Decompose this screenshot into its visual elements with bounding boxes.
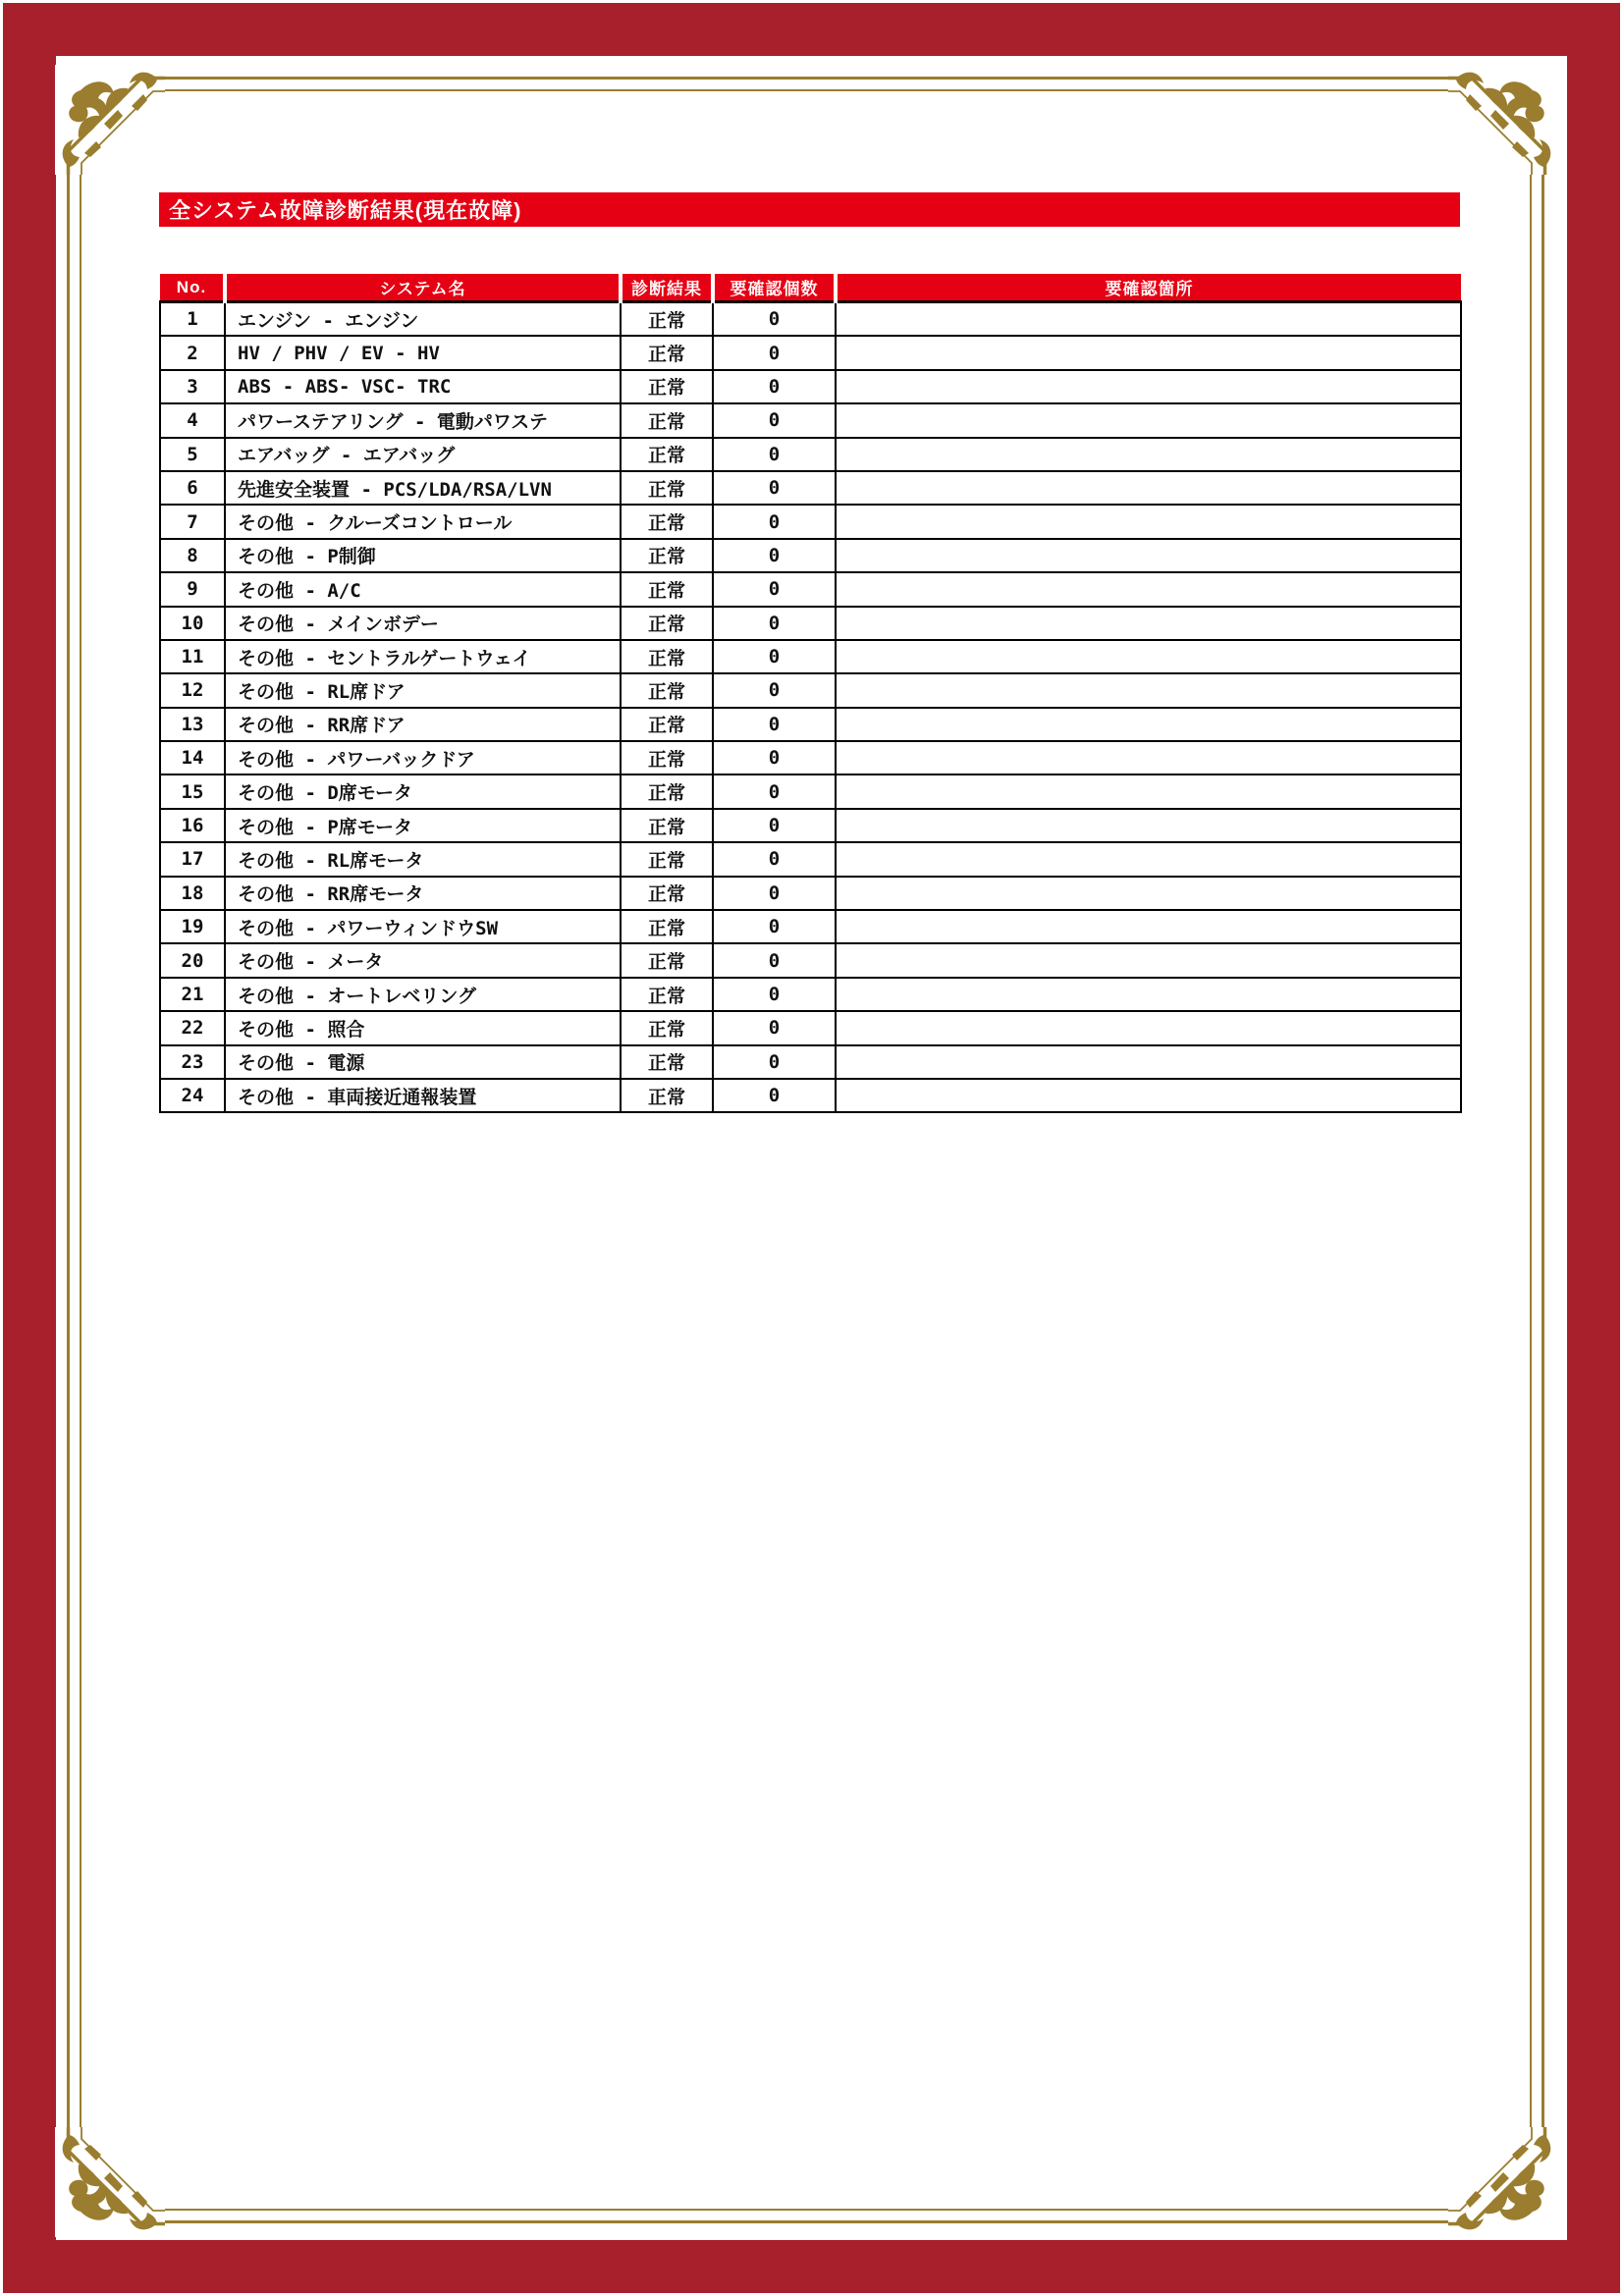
- table-row: [160, 877, 1461, 910]
- cell-row-number: 23: [160, 1045, 225, 1079]
- cell-check-location: [836, 438, 1461, 471]
- cell-check-location: [836, 978, 1461, 1011]
- cell-check-count: 0: [713, 572, 836, 606]
- cell-diagnosis-result: 正常: [621, 809, 713, 842]
- cell-diagnosis-result: 正常: [621, 1045, 713, 1079]
- cell-diagnosis-result: 正常: [621, 302, 713, 337]
- cell-check-location: [836, 774, 1461, 808]
- cell-system-name: その他 - P制御: [225, 539, 621, 572]
- cell-row-number: 21: [160, 978, 225, 1011]
- cell-row-number: 14: [160, 741, 225, 774]
- cell-check-location: [836, 1011, 1461, 1044]
- table-header-row: [160, 274, 1461, 302]
- cell-system-name: ABS - ABS- VSC- TRC: [225, 370, 621, 403]
- corner-flourish-bottom-left-icon: [55, 2127, 165, 2237]
- table-row: [160, 302, 1461, 337]
- table-row: [160, 640, 1461, 673]
- cell-check-location: [836, 471, 1461, 505]
- cell-row-number: 17: [160, 842, 225, 876]
- cell-check-location: [836, 809, 1461, 842]
- cell-check-count: 0: [713, 1011, 836, 1044]
- table-row: [160, 910, 1461, 943]
- cell-system-name: その他 - セントラルゲートウェイ: [225, 640, 621, 673]
- table-row: [160, 607, 1461, 640]
- cell-row-number: 15: [160, 774, 225, 808]
- cell-row-number: 7: [160, 505, 225, 538]
- cell-system-name: その他 - RL席ドア: [225, 673, 621, 707]
- cell-check-location: [836, 673, 1461, 707]
- cell-check-count: 0: [713, 505, 836, 538]
- cell-row-number: 13: [160, 708, 225, 741]
- cell-check-count: 0: [713, 370, 836, 403]
- cell-diagnosis-result: 正常: [621, 336, 713, 369]
- cell-check-count: 0: [713, 471, 836, 505]
- cell-row-number: 2: [160, 336, 225, 369]
- table-row: [160, 1079, 1461, 1112]
- cell-system-name: その他 - RL席モータ: [225, 842, 621, 876]
- cell-row-number: 18: [160, 877, 225, 910]
- cell-check-count: 0: [713, 978, 836, 1011]
- table-row: [160, 370, 1461, 403]
- table-row: [160, 809, 1461, 842]
- cell-system-name: その他 - 電源: [225, 1045, 621, 1079]
- table-row: [160, 1045, 1461, 1079]
- cell-check-count: 0: [713, 1045, 836, 1079]
- cell-row-number: 10: [160, 607, 225, 640]
- cell-row-number: 24: [160, 1079, 225, 1112]
- cell-system-name: エンジン - エンジン: [225, 302, 621, 337]
- col-header-result: 診断結果: [621, 274, 713, 302]
- cell-diagnosis-result: 正常: [621, 1079, 713, 1112]
- table-row: [160, 842, 1461, 876]
- cell-check-count: 0: [713, 539, 836, 572]
- col-header-count: 要確認個数: [713, 274, 836, 302]
- cell-system-name: その他 - オートレベリング: [225, 978, 621, 1011]
- cell-system-name: その他 - A/C: [225, 572, 621, 606]
- table-row: [160, 978, 1461, 1011]
- cell-check-count: 0: [713, 809, 836, 842]
- diagnosis-table: [159, 274, 1462, 1113]
- cell-check-count: 0: [713, 910, 836, 943]
- report-title: 全システム故障診断結果(現在故障): [169, 198, 522, 223]
- cell-row-number: 22: [160, 1011, 225, 1044]
- cell-system-name: その他 - 車両接近通報装置: [225, 1079, 621, 1112]
- cell-system-name: その他 - メータ: [225, 943, 621, 977]
- table-row: [160, 505, 1461, 538]
- cell-diagnosis-result: 正常: [621, 877, 713, 910]
- cell-diagnosis-result: 正常: [621, 1011, 713, 1044]
- cell-check-location: [836, 302, 1461, 337]
- cell-diagnosis-result: 正常: [621, 673, 713, 707]
- cell-check-count: 0: [713, 403, 836, 437]
- cell-system-name: HV / PHV / EV - HV: [225, 336, 621, 369]
- cell-check-count: 0: [713, 1079, 836, 1112]
- cell-row-number: 9: [160, 572, 225, 606]
- cell-system-name: その他 - RR席ドア: [225, 708, 621, 741]
- corner-flourish-top-right-icon: [1448, 65, 1558, 175]
- cell-diagnosis-result: 正常: [621, 640, 713, 673]
- cell-row-number: 1: [160, 302, 225, 337]
- cell-check-count: 0: [713, 943, 836, 977]
- cell-check-location: [836, 708, 1461, 741]
- cell-check-count: 0: [713, 438, 836, 471]
- cell-check-location: [836, 910, 1461, 943]
- cell-diagnosis-result: 正常: [621, 978, 713, 1011]
- cell-check-count: 0: [713, 607, 836, 640]
- table-row: [160, 572, 1461, 606]
- cell-check-location: [836, 1079, 1461, 1112]
- cell-row-number: 8: [160, 539, 225, 572]
- table-row: [160, 774, 1461, 808]
- cell-system-name: その他 - D席モータ: [225, 774, 621, 808]
- col-header-no: No.: [160, 274, 225, 302]
- table-row: [160, 438, 1461, 471]
- table-row: [160, 708, 1461, 741]
- cell-system-name: その他 - P席モータ: [225, 809, 621, 842]
- table-row: [160, 673, 1461, 707]
- cell-row-number: 3: [160, 370, 225, 403]
- cell-system-name: その他 - 照合: [225, 1011, 621, 1044]
- cell-system-name: その他 - RR席モータ: [225, 877, 621, 910]
- col-header-location: 要確認箇所: [836, 274, 1461, 302]
- cell-check-location: [836, 572, 1461, 606]
- cell-check-location: [836, 505, 1461, 538]
- cell-check-count: 0: [713, 640, 836, 673]
- cell-diagnosis-result: 正常: [621, 708, 713, 741]
- cell-row-number: 19: [160, 910, 225, 943]
- cell-check-count: 0: [713, 336, 836, 369]
- cell-diagnosis-result: 正常: [621, 505, 713, 538]
- cell-row-number: 4: [160, 403, 225, 437]
- cell-check-location: [836, 539, 1461, 572]
- cell-diagnosis-result: 正常: [621, 403, 713, 437]
- cell-check-location: [836, 640, 1461, 673]
- cell-system-name: パワーステアリング - 電動パワステ: [225, 403, 621, 437]
- cell-diagnosis-result: 正常: [621, 607, 713, 640]
- table-row: [160, 741, 1461, 774]
- cell-system-name: その他 - パワーウィンドウSW: [225, 910, 621, 943]
- cell-system-name: 先進安全装置 - PCS/LDA/RSA/LVN: [225, 471, 621, 505]
- cell-check-location: [836, 607, 1461, 640]
- cell-check-count: 0: [713, 673, 836, 707]
- corner-flourish-top-left-icon: [55, 65, 165, 175]
- cell-diagnosis-result: 正常: [621, 943, 713, 977]
- cell-check-location: [836, 943, 1461, 977]
- cell-check-count: 0: [713, 302, 836, 337]
- cell-check-location: [836, 741, 1461, 774]
- cell-check-location: [836, 370, 1461, 403]
- cell-diagnosis-result: 正常: [621, 910, 713, 943]
- cell-row-number: 6: [160, 471, 225, 505]
- cell-check-location: [836, 336, 1461, 369]
- col-header-system: システム名: [225, 274, 621, 302]
- cell-diagnosis-result: 正常: [621, 842, 713, 876]
- table-row: [160, 471, 1461, 505]
- cell-system-name: その他 - パワーバックドア: [225, 741, 621, 774]
- cell-diagnosis-result: 正常: [621, 438, 713, 471]
- report-title-bar: [159, 192, 1460, 227]
- cell-row-number: 12: [160, 673, 225, 707]
- cell-diagnosis-result: 正常: [621, 471, 713, 505]
- cell-check-count: 0: [713, 741, 836, 774]
- diagnosis-table-container: [159, 274, 1460, 1113]
- cell-row-number: 20: [160, 943, 225, 977]
- table-row: [160, 539, 1461, 572]
- cell-row-number: 5: [160, 438, 225, 471]
- cell-system-name: その他 - クルーズコントロール: [225, 505, 621, 538]
- cell-check-count: 0: [713, 708, 836, 741]
- cell-check-location: [836, 1045, 1461, 1079]
- table-row: [160, 1011, 1461, 1044]
- cell-diagnosis-result: 正常: [621, 774, 713, 808]
- table-row: [160, 943, 1461, 977]
- corner-flourish-bottom-right-icon: [1448, 2127, 1558, 2237]
- table-row: [160, 336, 1461, 369]
- cell-row-number: 16: [160, 809, 225, 842]
- cell-check-location: [836, 877, 1461, 910]
- cell-check-count: 0: [713, 774, 836, 808]
- cell-diagnosis-result: 正常: [621, 572, 713, 606]
- cell-check-count: 0: [713, 842, 836, 876]
- cell-diagnosis-result: 正常: [621, 370, 713, 403]
- table-row: [160, 403, 1461, 437]
- cell-row-number: 11: [160, 640, 225, 673]
- cell-diagnosis-result: 正常: [621, 539, 713, 572]
- cell-check-location: [836, 842, 1461, 876]
- cell-system-name: その他 - メインボデー: [225, 607, 621, 640]
- cell-system-name: エアバッグ - エアバッグ: [225, 438, 621, 471]
- cell-check-count: 0: [713, 877, 836, 910]
- cell-diagnosis-result: 正常: [621, 741, 713, 774]
- cell-check-location: [836, 403, 1461, 437]
